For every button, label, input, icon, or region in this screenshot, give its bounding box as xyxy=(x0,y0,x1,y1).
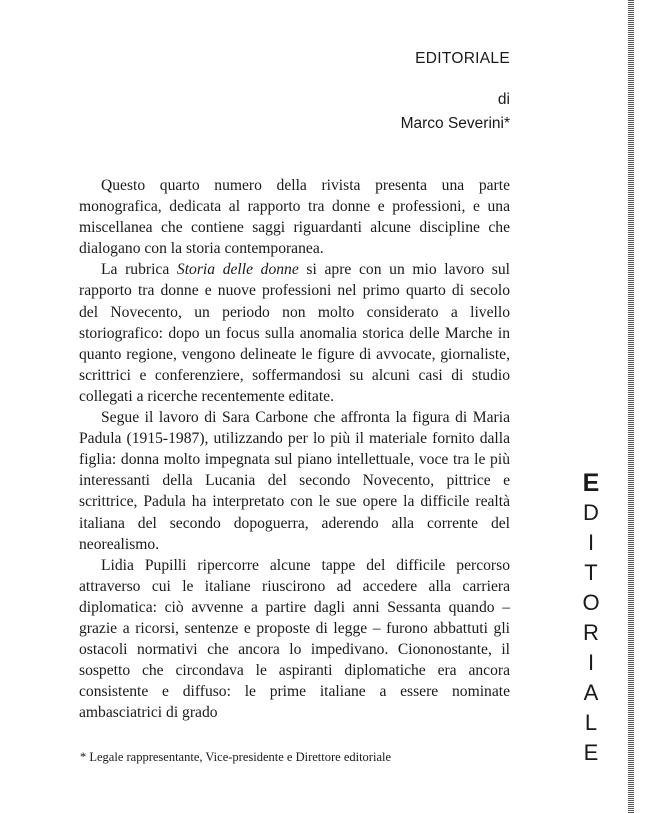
side-tab-letter: E xyxy=(582,469,600,497)
rubric-title: Storia delle donne xyxy=(176,261,299,279)
side-tab-letter: I xyxy=(587,530,595,555)
side-tab-letter: O xyxy=(582,590,600,615)
side-section-tab xyxy=(573,468,609,768)
footnote: * Legale rappresentante, Vice-presidente e Direttore editoriale xyxy=(80,750,392,764)
article-body xyxy=(79,175,510,723)
paragraph-2-rest: si apre con un mio lavoro sul rapporto tra donne e nuove professioni nel primo quarto di secolo del Novecento, un periodo non molto considerato a livello storiografico: dopo un focus sulla anomalia storica delle Marche in quanto regione, vengono delineate le figure di avvocate, giornaliste, scrittrici e conferenziere, soffermandosi su alcuni casi di studio collegati a ricerche recentemente editate. xyxy=(79,261,510,405)
author-name: Marco Severini* xyxy=(400,115,510,132)
side-tab-letter: A xyxy=(583,680,599,705)
paragraph-4: Lidia Pupilli ripercorre alcune tappe del difficile percorso attraverso cui le italiane riuscirono ad accedere alla carriera diplomatica: ciò avvenne a partire dagli anni Sessanta quando – grazie a ricorsi, sentenze e proposte di legge – furono abbattuti gli ostacoli normativi che ancora lo impedivano. Ciononostante, il sospetto che circondava le aspiranti diplomatiche era ancora consistente e diffuso: le prime italiane a essere nominate ambasciatrici di grado xyxy=(79,556,510,722)
paragraph-2-start: La rubrica xyxy=(101,261,177,279)
side-tab-letter: E xyxy=(583,740,599,765)
side-tab-letter: L xyxy=(584,710,598,735)
side-tab-letter: I xyxy=(587,650,595,675)
byline-prefix: di xyxy=(497,91,510,108)
paragraph-2 xyxy=(79,259,510,407)
side-tab-letter: R xyxy=(583,620,599,645)
paragraph-3: Segue il lavoro di Sara Carbone che affronta la figura di Maria Padula (1915-1987), utilizzando per lo più il materiale fornito dalla figlia: donna molto impegnata sul piano intellettuale, voce tra le più interessanti della Lucania del secondo Novecento, pittrice e scrittrice, Padula ha interpretato con le sue opere la difficile realtà italiana del secondo dopoguerra, aderendo alla corrente del neorealismo. xyxy=(79,409,510,553)
section-title: EDITORIALE xyxy=(415,50,510,67)
side-tab-letter: D xyxy=(583,500,599,525)
article-header xyxy=(401,50,510,134)
side-tab-letter: T xyxy=(584,560,598,585)
paragraph-1: Questo quarto numero della rivista presenta una parte monografica, dedicata al rapporto tra donne e professioni, e una miscellanea che contiene saggi riguardanti alcune discipline che dialogano con la storia contemporanea. xyxy=(79,177,510,258)
page-edge-stripe xyxy=(628,0,634,813)
